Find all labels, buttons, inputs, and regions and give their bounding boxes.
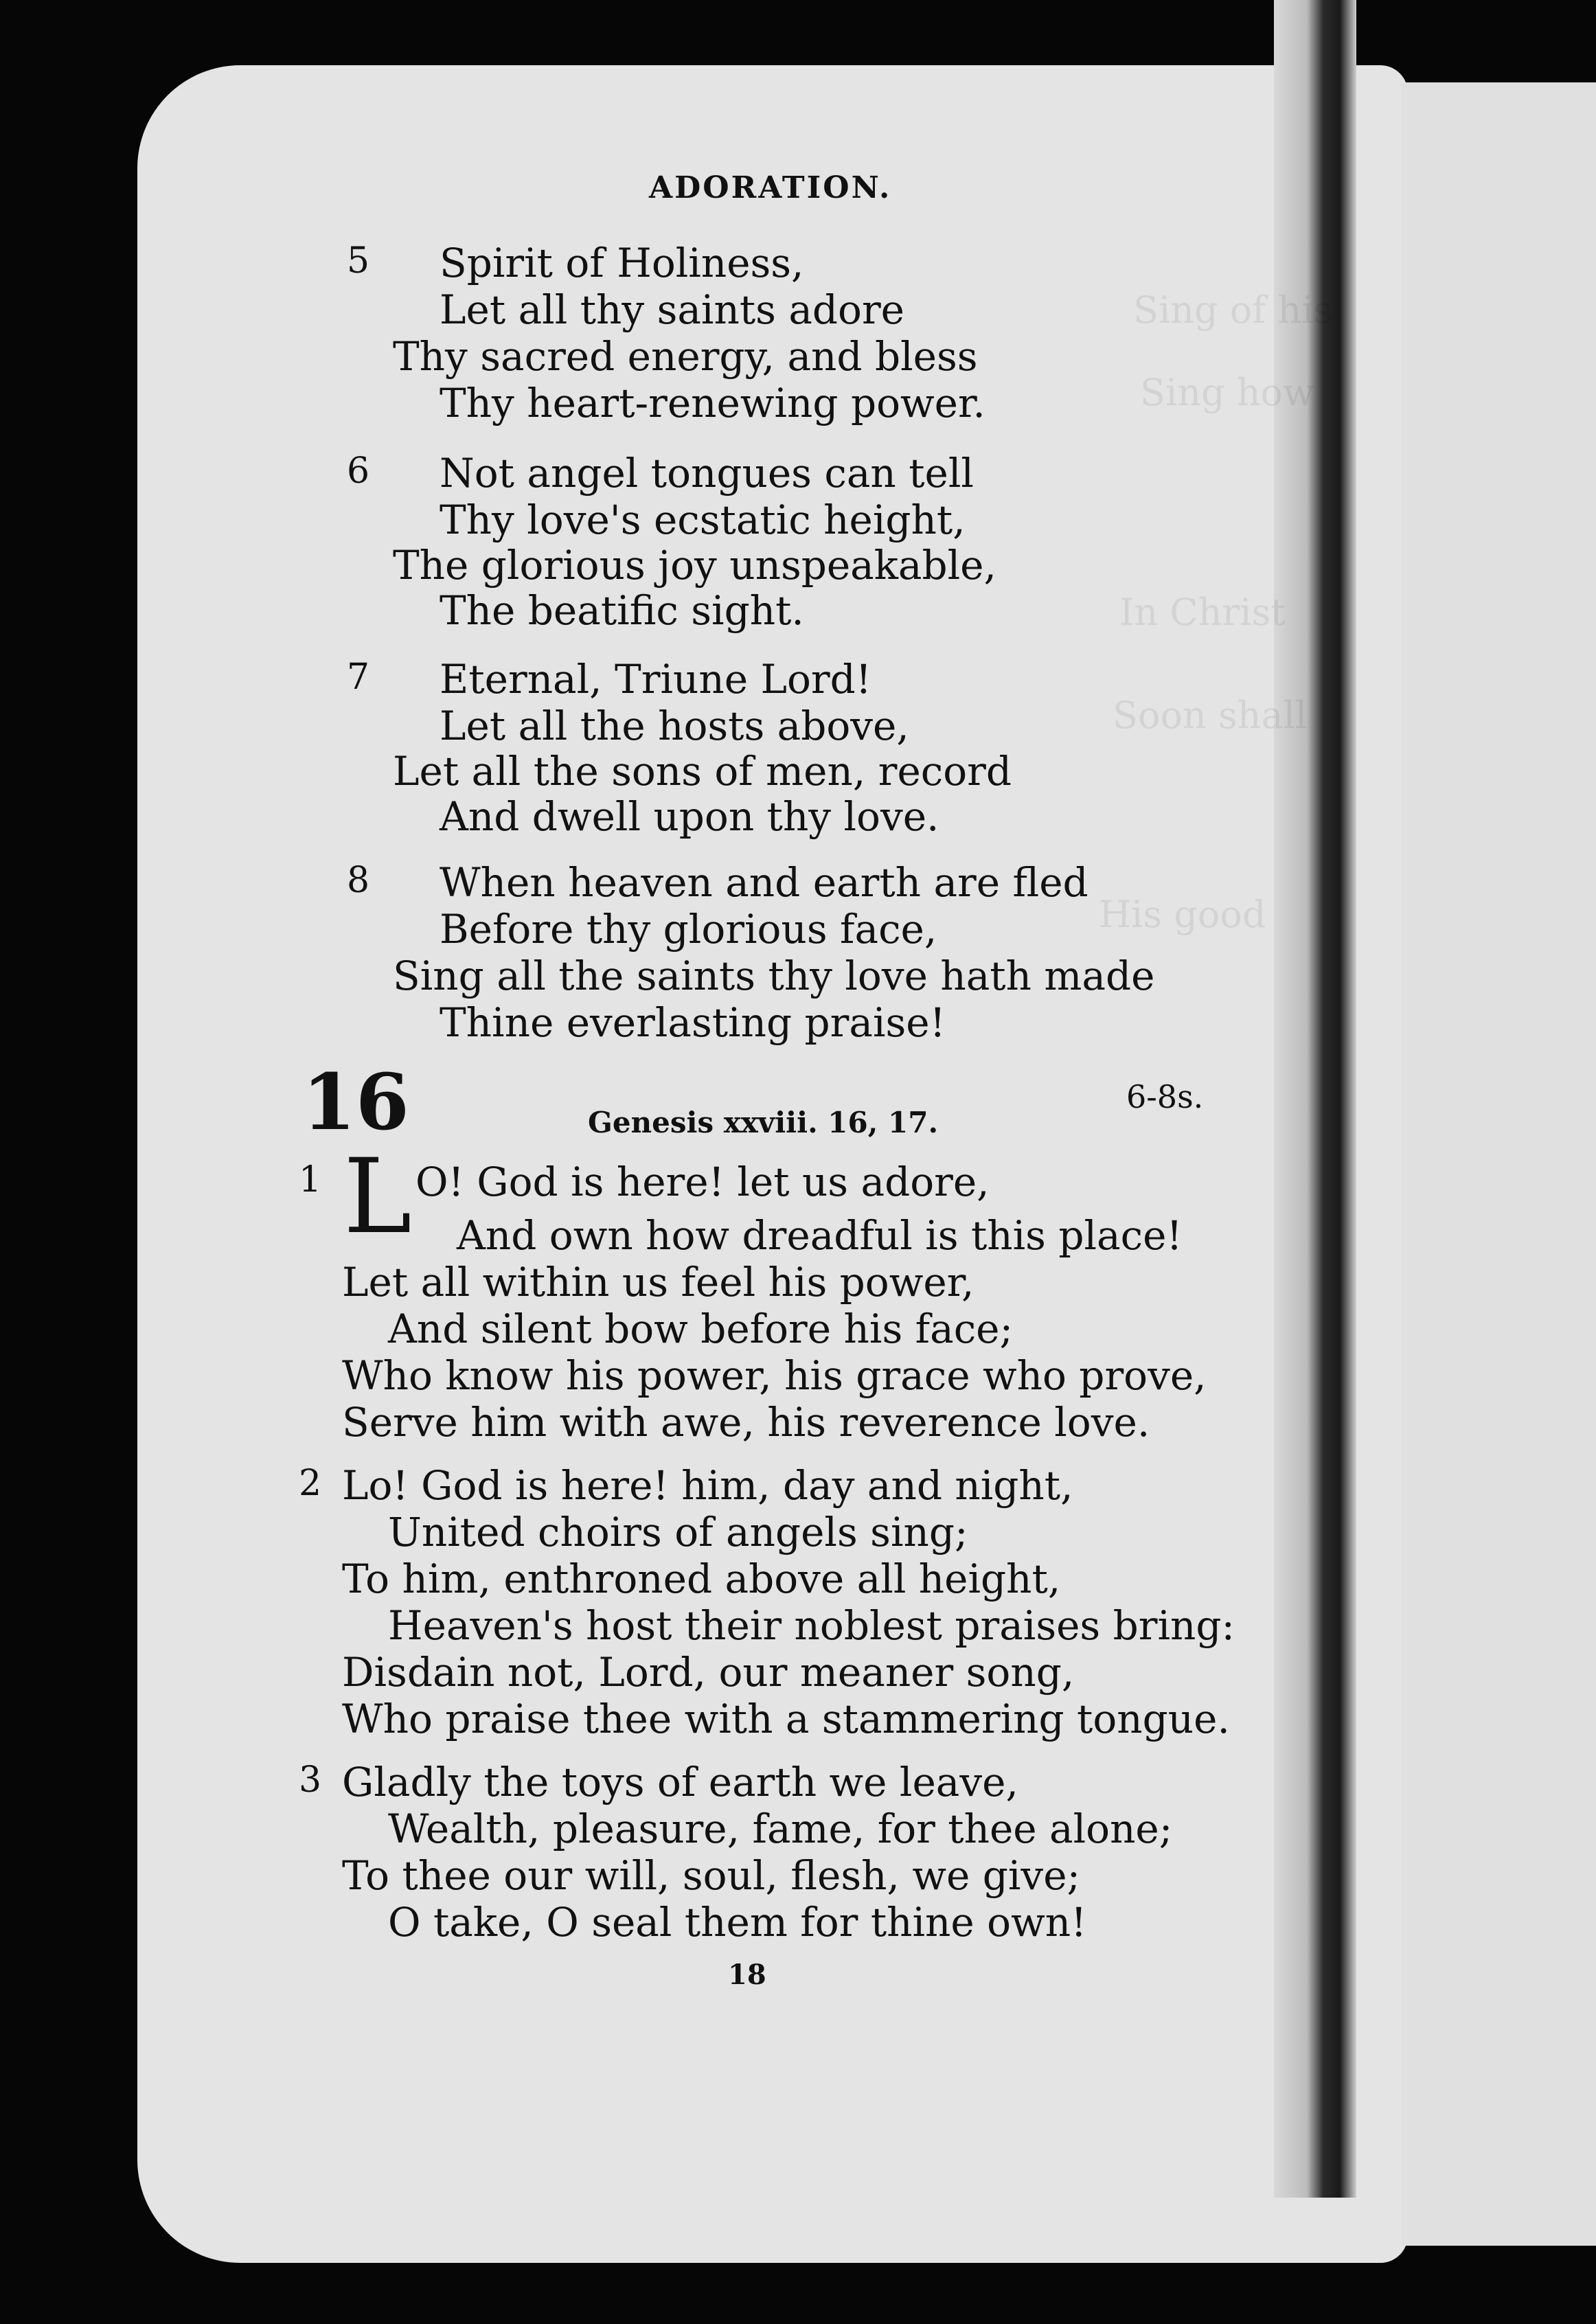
verse-line: O take, O seal them for thine own! (388, 1899, 1087, 1946)
hymn-meter: 6-8s. (1126, 1078, 1204, 1115)
verse-line: Eternal, Triune Lord! (440, 656, 872, 703)
verse-line: Heaven's host their noblest praises bring: (388, 1602, 1235, 1649)
verse-number: 1 (299, 1159, 322, 1200)
verse-number: 7 (347, 657, 370, 698)
verse-line: When heaven and earth are fled (440, 859, 1088, 906)
verse-line: And own how dreadful is this place! (457, 1212, 1183, 1259)
verse-line: Gladly the toys of earth we leave, (342, 1759, 1018, 1805)
verse-line: Who know his power, his grace who prove, (342, 1352, 1207, 1399)
verse-line: Disdain not, Lord, our meaner song, (342, 1649, 1075, 1696)
verse-line: And silent bow before his face; (388, 1306, 1014, 1352)
verse-number: 8 (347, 860, 370, 901)
verse-line: Who praise thee with a stammering tongue. (342, 1696, 1230, 1742)
drop-cap: L (343, 1137, 412, 1257)
verse-line: Thy love's ecstatic height, (440, 497, 966, 543)
verse-line: To him, enthroned above all height, (342, 1556, 1061, 1602)
verse-line: O! God is here! let us adore, (415, 1159, 990, 1205)
verse-line: Spirit of Holiness, (440, 240, 804, 286)
verse-line: Sing all the saints thy love hath made (393, 953, 1155, 999)
verse-line: Let all the hosts above, (440, 703, 909, 749)
verse-line: The beatific sight. (440, 587, 804, 634)
verse-line: To thee our will, soul, flesh, we give; (342, 1852, 1081, 1899)
page-number: 18 (728, 1959, 766, 1991)
verse-number: 6 (347, 451, 370, 492)
verse-line: Let all thy saints adore (440, 286, 904, 333)
verse-line: Let all the sons of men, record (393, 748, 1012, 795)
verse-number: 3 (299, 1759, 322, 1801)
verse-line: United choirs of angels sing; (388, 1509, 968, 1556)
verse-line: Lo! God is here! him, day and night, (342, 1462, 1073, 1509)
verse-number: 2 (299, 1463, 322, 1504)
verse-line: Let all within us feel his power, (342, 1259, 974, 1306)
verse-line: And dwell upon thy love. (440, 793, 939, 840)
verse-line: Thine everlasting praise! (440, 999, 946, 1046)
verse-line: Thy heart-renewing power. (440, 380, 985, 426)
scripture-reference: Genesis xxviii. 16, 17. (588, 1106, 939, 1139)
facing-page-edge (1401, 82, 1596, 2246)
hymn-number: 16 (302, 1058, 409, 1148)
verse-line: Thy sacred energy, and bless (393, 333, 978, 380)
verse-line: Before thy glorious face, (440, 906, 937, 953)
verse-line: The glorious joy unspeakable, (393, 542, 996, 589)
verse-line: Serve him with awe, his reverence love. (342, 1399, 1150, 1446)
verse-line: Wealth, pleasure, fame, for thee alone; (388, 1805, 1173, 1852)
verse-line: Not angel tongues can tell (440, 450, 974, 497)
running-header: ADORATION. (649, 170, 892, 205)
verse-number: 5 (347, 240, 370, 282)
